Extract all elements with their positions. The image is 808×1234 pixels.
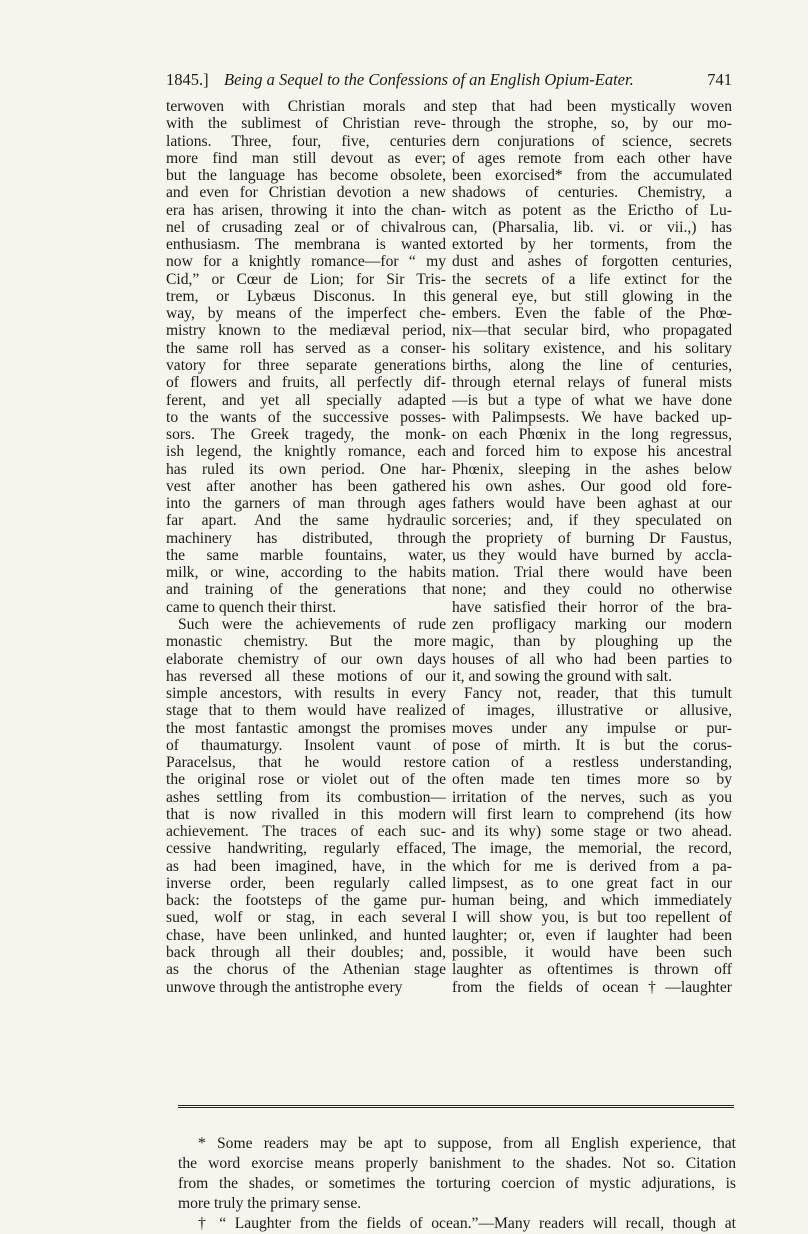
footnote-rule	[178, 1105, 734, 1106]
left-column-line: of flowers and fruits, all perfectly dif-	[166, 374, 446, 392]
right-column-line: have satisfied their horror of the bra-	[452, 598, 732, 616]
left-column-line: era has arisen, throwing it into the chan-	[166, 201, 446, 219]
left-column-line: to the wants of the successive posses-	[166, 408, 446, 426]
left-column-line: now for a knightly romance—for “ my	[166, 253, 446, 271]
right-column-line: the secrets of a life extinct for the	[452, 270, 732, 288]
left-column-line: came to quench their thirst.	[166, 598, 337, 616]
right-column-line: I will show you, is but too repellent of	[452, 909, 732, 927]
right-column-line: of images, illustrative or allusive,	[452, 702, 732, 720]
header-year: 1845.]	[166, 70, 209, 89]
right-column-line: extorted by her torments, from the	[452, 236, 732, 254]
right-column-line: embers. Even the fable of the Phœ-	[452, 305, 732, 323]
right-column-line: general eye, but still glowing in the	[452, 287, 732, 305]
right-column-line: been exorcised* from the accumulated	[452, 167, 732, 185]
right-column-line: and forced him to expose his ancestral	[452, 443, 732, 461]
footnotes-line: † “ Laughter from the fields of ocean.”—Many readers will recall, though at	[198, 1215, 736, 1232]
left-column-line: achievement. The traces of each suc-	[166, 823, 446, 841]
left-column-line: and training of the generations that	[166, 581, 446, 599]
right-column-line: cation of a restless understanding,	[452, 754, 732, 772]
left-column-line: milk, or wine, according to the habits	[166, 564, 446, 582]
footnotes	[178, 1134, 736, 1234]
left-column-line: lations. Three, four, five, centuries	[166, 132, 446, 150]
left-column-line: Paracelsus, that he would restore	[166, 754, 446, 772]
right-column-line: step that had been mystically woven	[452, 98, 732, 115]
footnotes-line: more truly the primary sense.	[178, 1195, 362, 1212]
left-column-line: Cid,” or Cœur de Lion; for Sir Tris-	[166, 270, 446, 288]
left-column-line: unwove through the antistrophe every	[166, 978, 403, 996]
left-column-line: the same marble fountains, water,	[166, 546, 446, 564]
left-column-line: simple ancestors, with results in every	[166, 685, 446, 703]
left-column-line: into the garners of man through ages	[166, 495, 446, 513]
left-column-line: far apart. And the same hydraulic	[166, 512, 446, 530]
left-column-line: cessive handwriting, regularly effaced,	[166, 840, 446, 858]
left-column-line: ish legend, the knightly romance, each	[166, 443, 446, 461]
left-column-line: trem, or Lybæus Disconus. In this	[166, 287, 446, 305]
footnote-rule-double	[178, 1107, 734, 1108]
left-column-line: nel of crusading zeal or of chivalrous	[166, 218, 446, 236]
right-column-line: Phœnix, sleeping in the ashes below	[452, 460, 732, 478]
left-column-line: sued, wolf or stag, in each several	[166, 909, 446, 927]
right-column-line: dern conjurations of science, secrets	[452, 132, 732, 150]
right-column-line: his solitary existence, and his solitary	[452, 339, 732, 357]
right-column-line: from the fields of ocean†—laughter	[452, 978, 732, 996]
left-column-line: Such were the achievements of rude	[178, 615, 446, 633]
right-column-line: nix—that secular bird, who propagated	[452, 322, 732, 340]
left-column-line: has reversed all these motions of our	[166, 667, 446, 685]
right-column-line: The image, the memorial, the record,	[452, 840, 732, 858]
page-number: 741	[707, 70, 732, 89]
right-column-line: magic, than by ploughing up the	[452, 633, 732, 651]
right-column-line: births, along the line of centuries,	[452, 356, 732, 374]
left-column-line: ashes settling from its combustion—	[166, 788, 446, 806]
right-column-line: limpsest, as to one great fact in our	[452, 874, 732, 892]
right-column-line: zen profligacy marking our modern	[452, 615, 732, 633]
right-column-line: laughter as oftentimes is thrown off	[452, 961, 732, 979]
right-column-line: his own ashes. Our good old fore-	[452, 477, 732, 495]
right-column-line: pose of mirth. It is but the corus-	[452, 736, 732, 754]
left-column-line: as the chorus of the Athenian stage	[166, 961, 446, 979]
left-column-line: terwoven with Christian morals and	[166, 98, 446, 115]
text-columns	[166, 98, 732, 996]
left-column-line: vatory for three separate generations	[166, 356, 446, 374]
right-column-line: laughter; or, even if laughter had been	[452, 926, 732, 944]
left-column-line: machinery has distributed, through	[166, 529, 446, 547]
right-column-line: houses of all who had been parties to	[452, 650, 732, 668]
page	[166, 70, 732, 996]
right-column-line: human being, and which immediately	[452, 892, 732, 910]
right-column-line: moves under any impulse or pur-	[452, 719, 732, 737]
left-column-line: as had been imagined, have, in the	[166, 857, 446, 875]
right-column-line: fathers would have been aghast at our	[452, 495, 732, 513]
right-column-line: possible, it would have been such	[452, 944, 732, 962]
right-column	[452, 98, 732, 996]
left-column-line: and even for Christian devotion a new	[166, 184, 446, 202]
left-column-line: of thaumaturgy. Insolent vaunt of	[166, 736, 446, 754]
left-column-line: elaborate chemistry of our own days	[166, 650, 446, 668]
header-title: Being a Sequel to the Confessions of an English Opium-Eater.	[224, 70, 634, 89]
left-column-line: ferent, and yet all specially adapted	[166, 391, 446, 409]
left-column-line: vest after another has been gathered	[166, 477, 446, 495]
right-column-line: can, (Pharsalia, lib. vi. or vii.,) has	[452, 218, 732, 236]
left-column-line: the most fantastic amongst the promises	[166, 719, 446, 737]
left-column-line: way, by means of the imperfect che-	[166, 305, 446, 323]
right-column-line: will first learn to comprehend (its how	[452, 805, 732, 823]
left-column-line: enthusiasm. The membrana is wanted	[166, 236, 446, 254]
right-column-line: and its why) some stage or two ahead.	[452, 823, 732, 841]
right-column-line: on each Phœnix in the long regressus,	[452, 426, 732, 444]
right-column-line: sorceries; and, if they speculated on	[452, 512, 732, 530]
right-column-line: mation. Trial there would have been	[452, 564, 732, 582]
left-column-line: chase, have been unlinked, and hunted	[166, 926, 446, 944]
right-column-line: dust and ashes of forgotten centuries,	[452, 253, 732, 271]
right-column-line: it, and sowing the ground with salt.	[452, 667, 673, 685]
right-column-line: irritation of the nerves, such as you	[452, 788, 732, 806]
left-column-line: with the sublimest of Christian reve-	[166, 115, 446, 133]
right-column-line: which for me is derived from a pa-	[452, 857, 732, 875]
right-column-line: us they would have burned by accla-	[452, 546, 732, 564]
running-header	[166, 70, 732, 96]
footnotes-line: * Some readers may be apt to suppose, from all English experience, that	[198, 1135, 736, 1152]
footnotes-line: the word exorcise means properly banishment to the shades. Not so. Citation	[178, 1155, 736, 1172]
right-column-line: of ages remote from each other have	[452, 149, 732, 167]
left-column-line: has ruled its own period. One har-	[166, 460, 446, 478]
right-column-line: through eternal relays of funeral mists	[452, 374, 732, 392]
left-column	[166, 98, 446, 996]
right-column-line: through the strophe, so, by our mo-	[452, 115, 732, 133]
right-column-line: none; and they could no otherwise	[452, 581, 732, 599]
left-column-line: monastic chemistry. But the more	[166, 633, 446, 651]
left-column-line: mistry known to the mediæval period,	[166, 322, 446, 340]
right-column-line: the propriety of burning Dr Faustus,	[452, 529, 732, 547]
left-column-line: stage that to them would have realized	[166, 702, 446, 720]
left-column-line: sors. The Greek tragedy, the monk-	[166, 426, 446, 444]
left-column-line: that is now rivalled in this modern	[166, 805, 446, 823]
left-column-line: back through all their doubles; and,	[166, 944, 446, 962]
left-column-line: more find man still devout as ever;	[166, 149, 446, 167]
right-column-line: with Palimpsests. We have backed up-	[452, 408, 732, 426]
footnotes-line: from the shades, or sometimes the torturing coercion of mystic adjurations, is	[178, 1175, 736, 1192]
left-column-line: inverse order, been regularly called	[166, 874, 446, 892]
right-column-line: —is but a type of what we have done	[452, 391, 732, 409]
left-column-line: back: the footsteps of the game pur-	[166, 892, 446, 910]
left-column-line: but the language has become obsolete,	[166, 167, 446, 185]
right-column-line: often made ten times more so by	[452, 771, 732, 789]
right-column-line: witch as potent as the Erictho of Lu-	[452, 201, 732, 219]
right-column-line: shadows of centuries. Chemistry, a	[452, 184, 732, 202]
left-column-line: the same roll has served as a conser-	[166, 339, 446, 357]
right-column-line: Fancy not, reader, that this tumult	[464, 685, 732, 703]
left-column-line: the original rose or violet out of the	[166, 771, 446, 789]
